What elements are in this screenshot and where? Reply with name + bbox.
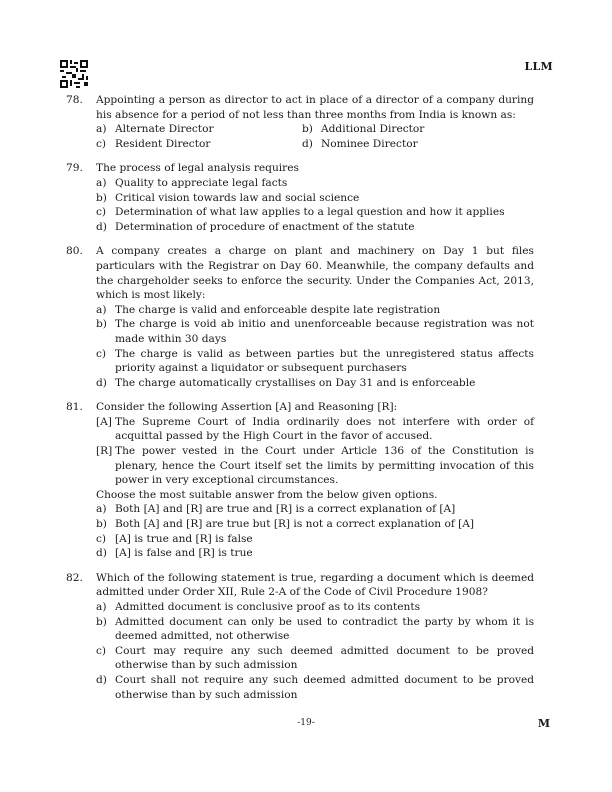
option-b[interactable]	[302, 122, 534, 137]
option-text: Resident Director	[115, 137, 211, 150]
option-d[interactable]	[96, 220, 534, 235]
reasoning-statement	[96, 444, 534, 488]
option-label: b)	[96, 191, 107, 204]
question-stem: Consider the following Assertion [A] and Reasoning [R]:	[96, 401, 398, 414]
option-text: The charge is void ab initio and unenforceable because registration was not made within 30 days	[115, 318, 534, 345]
qr-code-icon	[60, 60, 88, 88]
option-text: Both [A] and [R] are true but [R] is not a correct explanation of [A]	[115, 518, 475, 531]
option-label: d)	[96, 547, 107, 560]
option-label: d)	[96, 376, 107, 389]
statement-label: [A]	[96, 415, 112, 428]
option-text: The charge is valid as between parties but the unregistered status affects priority against a liquidator or subsequent purchasers	[115, 347, 534, 375]
option-label: b)	[96, 518, 107, 531]
option-a[interactable]	[96, 303, 534, 318]
question-number: 78.	[66, 94, 83, 106]
option-b[interactable]	[96, 615, 534, 644]
option-text: Additional Director	[321, 123, 425, 136]
question-number: 82.	[66, 571, 83, 584]
option-c[interactable]	[96, 347, 534, 376]
option-text: Admitted document is conclusive proof as to its contents	[115, 601, 421, 613]
statement-text: The Supreme Court of India ordinarily does not interfere with order of acquittal passed by the High Court in the favor of accused.	[115, 415, 534, 443]
option-d[interactable]	[96, 376, 534, 391]
option-label: a)	[96, 176, 107, 189]
option-label: c)	[96, 206, 107, 219]
option-text: Court may require any such deemed admitted document to be proved otherwise than by such admission	[115, 644, 534, 672]
option-text: Court shall not require any such deemed admitted document to be proved otherwise than by such admission	[115, 673, 534, 701]
option-text: The charge is valid and enforceable despite late registration	[115, 303, 441, 316]
option-label: a)	[96, 601, 107, 613]
option-d[interactable]	[96, 673, 534, 702]
option-a[interactable]	[96, 502, 534, 517]
options-grid	[96, 122, 534, 151]
option-label: a)	[96, 303, 107, 316]
option-c[interactable]	[96, 644, 534, 673]
option-label: b)	[302, 123, 313, 136]
option-text: Determination of procedure of enactment of the statute	[115, 220, 415, 233]
option-a[interactable]	[96, 122, 302, 137]
option-text: [A] is true and [R] is false	[115, 532, 253, 545]
option-label: c)	[96, 644, 107, 657]
question-82	[66, 571, 534, 702]
question-78	[66, 93, 534, 151]
assertion-statement	[96, 415, 534, 444]
option-label: a)	[96, 123, 107, 136]
option-d[interactable]	[302, 137, 534, 152]
questions-area	[66, 93, 534, 712]
option-label: c)	[96, 137, 107, 150]
option-c[interactable]	[96, 532, 534, 547]
option-text: [A] is false and [R] is true	[115, 547, 253, 560]
option-label: c)	[96, 532, 107, 545]
option-label: d)	[96, 673, 107, 686]
page-number: -19-	[297, 718, 315, 728]
option-text: Alternate Director	[115, 123, 214, 136]
option-d[interactable]	[96, 546, 534, 561]
option-text: Nominee Director	[321, 137, 418, 150]
option-label: d)	[302, 137, 313, 150]
question-81	[66, 400, 534, 561]
option-text: Both [A] and [R] are true and [R] is a correct explanation of [A]	[115, 503, 456, 516]
option-label: b)	[96, 318, 107, 331]
question-stem: Appointing a person as director to act in place of a director of a company during his absence for a period of not less than three months from India is known as:	[96, 94, 534, 121]
option-a[interactable]	[96, 600, 534, 615]
question-instruction: Choose the most suitable answer from the below given options.	[96, 488, 438, 501]
option-b[interactable]	[96, 317, 534, 346]
option-text: Critical vision towards law and social science	[115, 191, 360, 204]
option-label: d)	[96, 220, 107, 233]
option-text: The charge automatically crystallises on Day 31 and is enforceable	[115, 376, 476, 389]
question-stem: A company creates a charge on plant and machinery on Day 1 but files particulars with the Registrar on Day 60. Meanwhile, the company defaults and the chargeholder seeks to enforce the security. Under the Companies Act, 2013, which is most likely:	[96, 245, 534, 302]
question-number: 80.	[66, 245, 83, 258]
option-text: Quality to appreciate legal facts	[115, 176, 288, 189]
option-label: b)	[96, 615, 107, 628]
option-b[interactable]	[96, 191, 534, 206]
option-text: Determination of what law applies to a legal question and how it applies	[115, 206, 505, 219]
paper-code: LLM	[524, 60, 553, 73]
option-b[interactable]	[96, 517, 534, 532]
option-c[interactable]	[96, 205, 534, 220]
question-number: 81.	[66, 401, 83, 414]
option-label: a)	[96, 503, 107, 516]
option-a[interactable]	[96, 176, 534, 191]
question-number: 79.	[66, 162, 83, 175]
question-stem: Which of the following statement is true, regarding a document which is deemed admitted under Order XII, Rule 2-A of the Code of Civil Procedure 1908?	[96, 571, 534, 599]
option-text: Admitted document can only be used to contradict the party by whom it is deemed admitted, not otherwise	[115, 615, 534, 643]
question-79	[66, 161, 534, 234]
option-label: c)	[96, 347, 107, 360]
set-code: M	[537, 717, 550, 730]
option-c[interactable]	[96, 137, 302, 152]
statement-label: [R]	[96, 445, 113, 458]
question-stem: The process of legal analysis requires	[96, 162, 299, 175]
statement-text: The power vested in the Court under Article 136 of the Constitution is plenary, hence the Court itself set the limits by permitting invocation of this power in very exceptional circumstances.	[115, 445, 534, 487]
question-80	[66, 244, 534, 390]
